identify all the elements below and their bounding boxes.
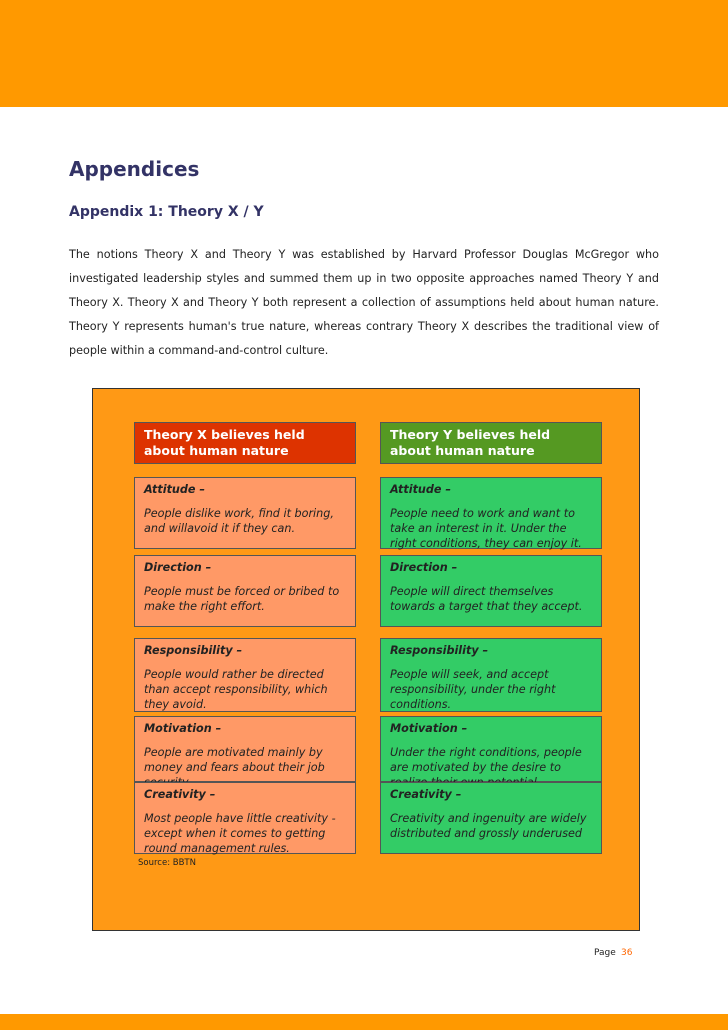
row-label: Responsibility bbox=[390, 644, 479, 657]
row-label: Direction bbox=[144, 561, 202, 574]
theory-x-motivation bbox=[134, 716, 356, 782]
page-heading: Appendices bbox=[69, 157, 200, 181]
row-dash: – bbox=[232, 644, 243, 657]
page-label: Page bbox=[594, 948, 616, 958]
theory-y-creativity bbox=[380, 782, 602, 854]
theory-y-direction bbox=[380, 555, 602, 627]
row-text: People will seek, and accept responsibility, under the right conditions. bbox=[390, 668, 556, 711]
header-bar bbox=[0, 0, 728, 107]
theory-x-responsibility bbox=[134, 638, 356, 712]
row-label: Direction bbox=[390, 561, 448, 574]
row-text: People are motivated mainly by money and fears about their job bbox=[144, 746, 325, 774]
theory-x-attitude bbox=[134, 477, 356, 549]
row-text: People would rather be directed than accept responsibility, which they avoid. bbox=[144, 668, 328, 711]
row-label: Motivation bbox=[144, 722, 212, 735]
appendix-title: Appendix 1: Theory X / Y bbox=[69, 204, 264, 220]
row-text: Most people have little creativity - except when it comes to getting round management rules. bbox=[144, 812, 336, 855]
row-dash: – bbox=[441, 483, 451, 496]
intro-paragraph: The notions Theory X and Theory Y was established by Harvard Professor Douglas McGregor who investigated leadership styles and summed them up in two opposite approaches named Theory Y and Theory X. Theory X and Theory Y both represent a collection of assumptions held about human nature. Theory Y represents human's true nature, whereas contrary Theory X describes the traditional view of people within a command-and-control culture. bbox=[69, 248, 659, 357]
theory-y-motivation bbox=[380, 716, 602, 782]
row-dash: – bbox=[457, 722, 468, 735]
row-dash: – bbox=[201, 561, 212, 574]
row-text: People need to work and want to take an interest in it. Under the right conditions, they can enjoy it. bbox=[390, 507, 582, 550]
row-dash: – bbox=[447, 561, 458, 574]
theory-y-responsibility bbox=[380, 638, 602, 712]
row-text: People will direct themselves towards a target that they accept. bbox=[390, 585, 583, 613]
theory-xy-figure bbox=[92, 388, 640, 931]
theory-x-creativity bbox=[134, 782, 356, 854]
row-label: Attitude bbox=[144, 483, 196, 496]
row-label: Attitude bbox=[390, 483, 442, 496]
row-dash: – bbox=[195, 483, 205, 496]
row-text: People must be forced or bribed to make the right effort. bbox=[144, 585, 340, 613]
row-label: Motivation bbox=[390, 722, 458, 735]
row-dash: – bbox=[211, 722, 222, 735]
page-number: 36 bbox=[621, 948, 633, 958]
theory-x-direction bbox=[134, 555, 356, 627]
row-text: Creativity and ingenuity are widely distributed and grossly underused bbox=[390, 812, 587, 840]
theory-x-header: Theory X believes held about human nature bbox=[134, 422, 356, 464]
row-label: Creativity bbox=[390, 788, 452, 801]
row-text: People dislike work, find it boring, and willavoid it if they can. bbox=[144, 507, 334, 535]
row-label: Responsibility bbox=[144, 644, 233, 657]
row-dash: – bbox=[478, 644, 489, 657]
footer-bar bbox=[0, 1014, 728, 1030]
row-dash: – bbox=[451, 788, 462, 801]
theory-y-header: Theory Y believes held about human nature bbox=[380, 422, 602, 464]
row-text: Under the right conditions, people are motivated by the desire to bbox=[390, 746, 582, 774]
row-label: Creativity bbox=[144, 788, 206, 801]
figure-source: Source: BBTN bbox=[138, 858, 196, 868]
row-dash: – bbox=[205, 788, 216, 801]
theory-y-attitude bbox=[380, 477, 602, 549]
